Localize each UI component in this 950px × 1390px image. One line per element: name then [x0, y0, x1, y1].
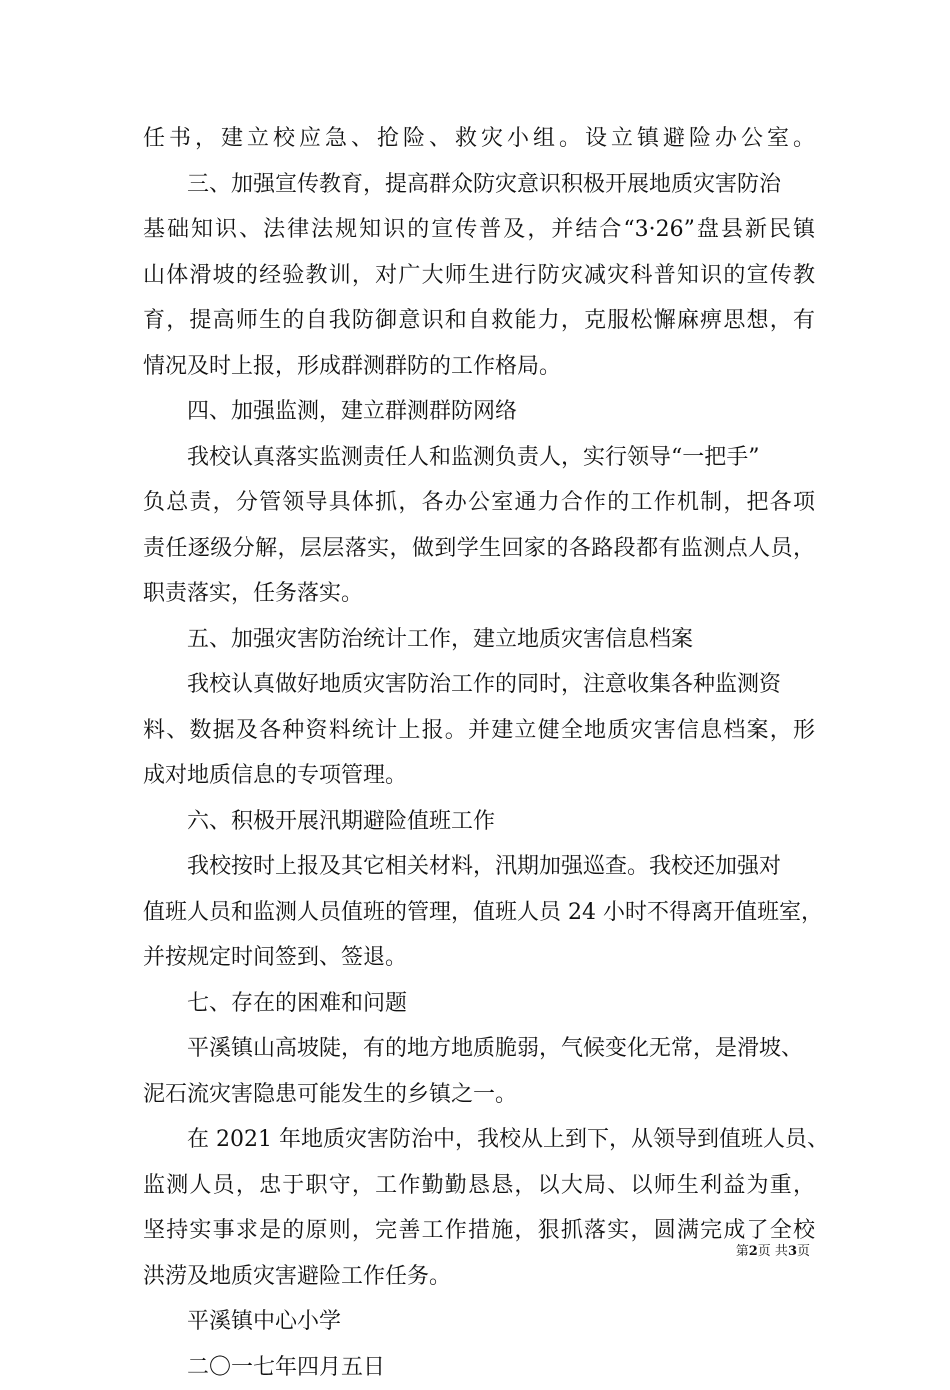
paragraph-line: 职责落实，任务落实。: [143, 571, 815, 617]
paragraph-line: 洪涝及地质灾害避险工作任务。: [143, 1254, 815, 1300]
paragraph-line: 我校认真做好地质灾害防治工作的同时，注意收集各种监测资: [143, 662, 815, 708]
paragraph-line: 泥石流灾害隐患可能发生的乡镇之一。: [143, 1072, 815, 1118]
paragraph-line: 并按规定时间签到、签退。: [143, 935, 815, 981]
paragraph-line: 基础知识、法律法规知识的宣传普及，并结合“3·26”盘县新民镇: [143, 207, 815, 253]
paragraph-line: 负总责，分管领导具体抓，各办公室通力合作的工作机制，把各项: [143, 480, 815, 526]
paragraph-line: 在 2021 年地质灾害防治中，我校从上到下，从领导到值班人员、: [143, 1117, 815, 1163]
current-page-number: 2: [749, 1244, 758, 1259]
footer-middle: 页 共: [758, 1244, 788, 1259]
total-page-count: 3: [788, 1244, 797, 1259]
footer-prefix: 第: [736, 1244, 749, 1259]
section-heading-3: 三、加强宣传教育，提高群众防灾意识积极开展地质灾害防治: [143, 162, 815, 208]
paragraph-line: 值班人员和监测人员值班的管理，值班人员 24 小时不得离开值班室，: [143, 890, 815, 936]
signature-date: 二〇一七年四月五日: [143, 1345, 815, 1390]
paragraph-line: 料、数据及各种资料统计上报。并建立健全地质灾害信息档案，形: [143, 708, 815, 754]
section-heading-4: 四、加强监测，建立群测群防网络: [143, 389, 815, 435]
footer-suffix: 页: [797, 1244, 810, 1259]
paragraph-line: 坚持实事求是的原则，完善工作措施，狠抓落实，圆满完成了全校: [143, 1208, 815, 1254]
paragraph-line: 山体滑坡的经验教训，对广大师生进行防灾减灾科普知识的宣传教: [143, 253, 815, 299]
signature-organization: 平溪镇中心小学: [143, 1299, 815, 1345]
paragraph-line: 平溪镇山高坡陡，有的地方地质脆弱，气候变化无常，是滑坡、: [143, 1026, 815, 1072]
section-heading-6: 六、积极开展汛期避险值班工作: [143, 799, 815, 845]
paragraph-line: 我校按时上报及其它相关材料，汛期加强巡查。我校还加强对: [143, 844, 815, 890]
paragraph-line: 我校认真落实监测责任人和监测负责人，实行领导“一把手”: [143, 435, 815, 481]
paragraph-line: 育，提高师生的自我防御意识和自救能力，克服松懈麻痹思想，有: [143, 298, 815, 344]
paragraph-line: 责任逐级分解，层层落实，做到学生回家的各路段都有监测点人员，: [143, 526, 815, 572]
section-heading-7: 七、存在的困难和问题: [143, 981, 815, 1027]
page-footer: [736, 1244, 810, 1260]
document-body: [143, 116, 815, 1390]
paragraph-line: 监测人员，忠于职守，工作勤勤恳恳，以大局、以师生利益为重，: [143, 1163, 815, 1209]
paragraph-line: 任书，建立校应急、抢险、救灾小组。设立镇避险办公室。: [143, 116, 815, 162]
paragraph-line: 情况及时上报，形成群测群防的工作格局。: [143, 344, 815, 390]
section-heading-5: 五、加强灾害防治统计工作，建立地质灾害信息档案: [143, 617, 815, 663]
paragraph-line: 成对地质信息的专项管理。: [143, 753, 815, 799]
